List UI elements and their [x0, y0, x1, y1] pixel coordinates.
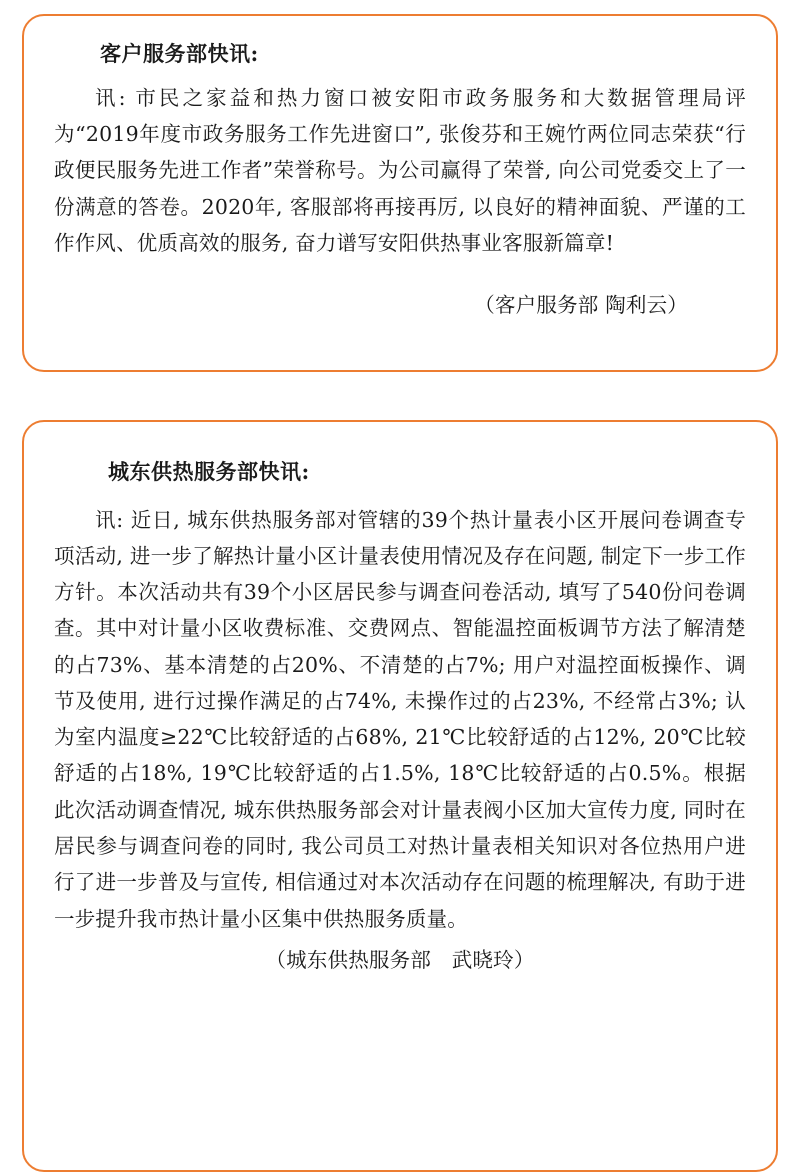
section-body: 讯: 市民之家益和热力窗口被安阳市政务服务和大数据管理局评为“2019年度市政务服务工作先进窗口”, 张俊芬和王婉竹两位同志荣获“行政便民服务先进工作者”荣誉称号。为公司赢得了荣誉, 向公司党委交上了一份满意的答卷。2020年, 客服部将再接再厉, 以良好的精神面貌、严谨的工作作风、优质高效的服务, 奋力谱写安阳供热事业客服新篇章!: [54, 85, 746, 256]
section-signature: （城东供热服务部 武晓玲）: [265, 947, 535, 972]
news-card-customer-service: [22, 14, 778, 372]
section-heading: 城东供热服务部快讯:: [108, 459, 310, 484]
section-body: 讯: 近日, 城东供热服务部对管辖的39个热计量表小区开展问卷调查专项活动, 进一步了解热计量小区计量表使用情况及存在问题, 制定下一步工作方针。本次活动共有39个小区居民参与调查问卷活动, 填写了540份问卷调查。其中对计量小区收费标准、交费网点、智能温控面板调节方法了解清楚的占73%、基本清楚的占20%、不清楚的占7%; 用户对温控面板操作、调节及使用, 进行过操作满足的占74%, 未操作过的占23%, 不经常占3%; 认为室内温度≥22℃比较舒适的占68%, 21℃比较舒适的占12%, 20℃比较舒适的占18%, 19℃比较舒适的占1.5%, 18℃比较舒适的占0.5%。根据此次活动调查情况, 城东供热服务部会对计量表阀小区加大宣传力度, 同时在居民参与调查问卷的同时, 我公司员工对热计量表相关知识对各位热用户进行了进一步普及与宣传, 相信通过对本次活动存在问题的梳理解决, 有助于进一步提升我市热计量小区集中供热服务质量。: [54, 507, 746, 931]
section-signature: （客户服务部 陶利云）: [474, 292, 688, 317]
section-heading: 客户服务部快讯:: [100, 41, 259, 66]
card-spacer: [22, 372, 778, 420]
news-card-east-city-heating: [22, 420, 778, 1172]
